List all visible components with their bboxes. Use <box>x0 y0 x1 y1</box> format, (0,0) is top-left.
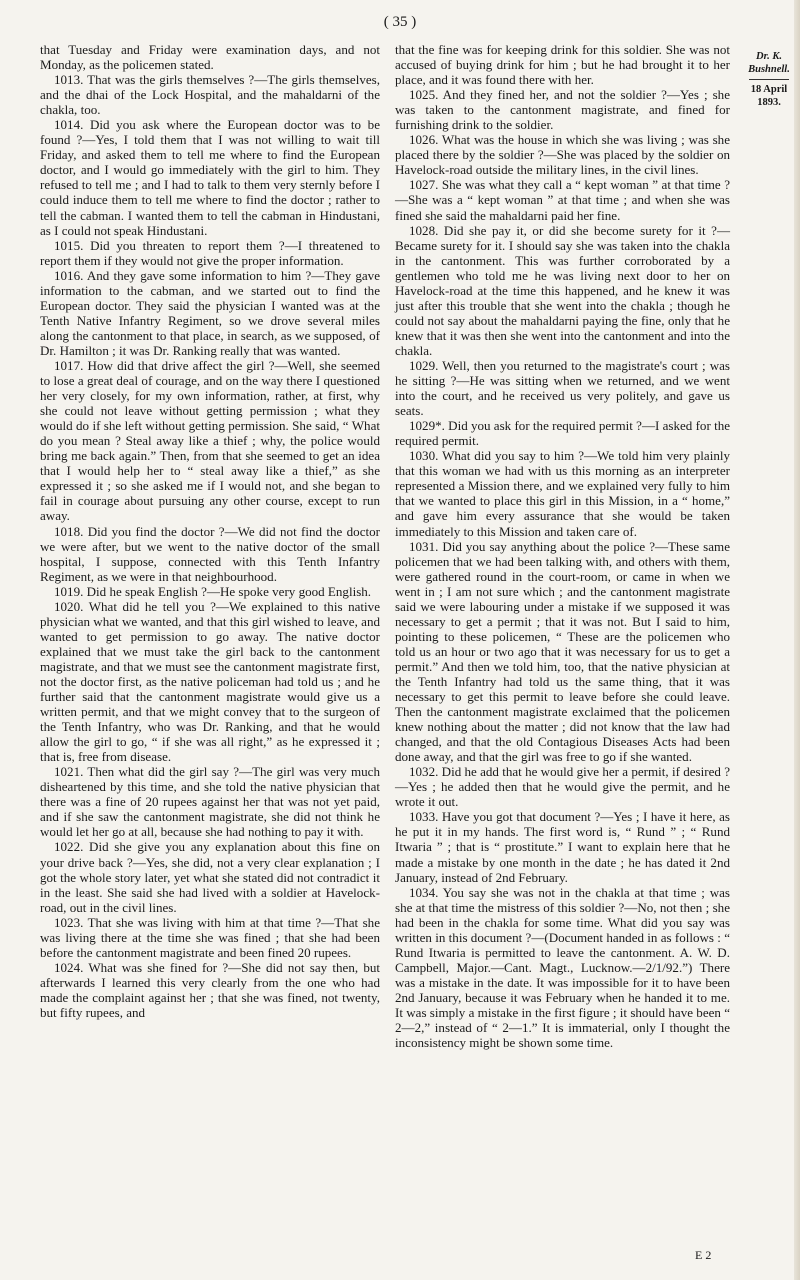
witness-date: 18 April 1893. <box>750 84 788 108</box>
right-column <box>395 42 730 1050</box>
paragraph: 1024. What was she fined for ?—She did not say then, but afterwards I learned this very clearly from the one who had made the complaint against her ; that she was fined, not twenty, but fifty rupees, and <box>40 959 380 1020</box>
page-binding-edge <box>794 0 800 1280</box>
page-number: ( 35 ) <box>383 14 417 30</box>
paragraph: 1016. And they gave some information to him ?—They gave information to the cabman, and we started out to find the European doctor. They said the physician I wanted was at the Tenth Native Infantry Regiment, so we drove several miles along the cantonment to that place, in search, as we supposed, of Dr. Hamilton ; it was Dr. Ranking really that was wanted. <box>40 267 380 358</box>
paragraph: 1013. That was the girls themselves ?—The girls themselves, and the dhai of the Lock Hospital, and the mahaldarni of the chakla, too. <box>40 72 380 118</box>
paragraph: 1014. Did you ask where the European doctor was to be found ?—Yes, I told them that I was not willing to wait till Friday, and asked them to tell me where to find the European doctor, and I would go immediately with the girl to him. They refused to tell me ; and I had to talk to them very sternly before I could induce them to tell me where to find the doctor ; rather to tell the cabman. I wanted them to tell the cabman in Hindustani, as I could not speak Hindustani. <box>40 117 380 238</box>
margin-rule <box>749 79 789 80</box>
paragraph: 1025. And they fined her, and not the soldier ?—Yes ; she was taken to the cantonment magistrate, and fined for furnishing drink to the soldier. <box>395 87 730 133</box>
paragraph: 1029*. Did you ask for the required permit ?—I asked for the required permit. <box>395 418 731 449</box>
paragraph: that the fine was for keeping drink for this soldier. She was not accused of buying drink for him ; but he had brought it to her place, and it was found there with her. <box>395 42 730 88</box>
paragraph: 1026. What was the house in which she was living ; was she placed there by the soldier ?—She was placed by the soldier on Havelock-road outside the military lines, in the civil lines. <box>395 132 730 178</box>
signature-mark: E 2 <box>695 1248 712 1262</box>
paragraph: 1028. Did she pay it, or did she become surety for it ?—Became surety for it. I should say she was taken into the chakla in the cantonment. This was further corroborated by a gentlemen who told me he was living next door to her on Havelock-road at the time this happened, and he knew it was just after this trouble that she went into the chakla ; though he could not say about the mahaldarni paying the fine, only that he knew that it was then she went into the cantonment and into the chakla. <box>395 222 730 358</box>
paragraph: 1029. Well, then you returned to the magistrate's court ; was he sitting ?—He was sitting when we returned, and we went into the court, and he received us very politely, and gave us seats. <box>395 357 730 419</box>
paragraph: 1020. What did he tell you ?—We explained to this native physician what we wanted, and that this girl wished to leave, and wanted to get permission to go away. The native doctor explained that we must take the girl back to the cantonment magistrate, and that we must see the cantonment magistrate first, not the doctor first, as the native policeman had told us ; and he further said that the cantonment magistrate would give us a written permit, and that we might convey that to the surgeon of the Tenth Infantry, who was Dr. Ranking, and that he would allow the girl to go, “ if she was all right,” as he expressed it ; that is, free from disease. <box>40 598 380 765</box>
paragraph: 1019. Did he speak English ?—He spoke very good English. <box>54 583 372 599</box>
paragraph: 1034. You say she was not in the chakla at that time ; was she at that time the mistress of this soldier ?—No, not then ; she had been in the chakla for some time. What did you say was written in this document ?—(Document handed in as follows : “ Rund Itwaria is permitted to leave the cantonment. A. W. D. Campbell, Major.—Cant. Magt., Lucknow.—2/1/92.”) There was a mistake in the date. It was impossible for it to have been 2nd January, because it was February when he handed it to me. It was simply a mistake in the first figure ; it should have been “ 2—2,” instead of “ 2—1.” It is immaterial, only I thought the inconsistency might be shown some time. <box>395 884 730 1051</box>
paragraph: 1022. Did she give you any explanation about this fine on your drive back ?—Yes, she did, not a very clear explanation ; I got the whole story later, yet what she stated did not contradict it in the least. She said she had lived with a soldier at Havelock-road, out in the civil lines. <box>40 839 380 915</box>
margin-note <box>740 50 798 109</box>
left-column <box>40 42 380 1020</box>
paragraph: 1017. How did that drive affect the girl ?—Well, she seemed to lose a great deal of courage, and on the way there I questioned her very closely, for my own information, rather, at first, why she could not leave without getting permission ; what they would do if she left without getting permission. She said, “ What do you mean ? Steal away like a thief ; why, the police would bring me back again.” Then, from that she seemed to get an idea that I would help her to “ steal away like a thief,” as she expressed it ; so she asked me if I would not, and she began to fail in courage about pursuing any other course, except to run away. <box>40 357 380 524</box>
paragraph: 1027. She was what they call a “ kept woman ” at that time ?—She was a “ kept woman ” at that time ; and when she was fined she said the mahaldarni paid her fine. <box>395 177 730 223</box>
paragraph: 1021. Then what did the girl say ?—The girl was very much disheartened by this time, and she told the native physician that there was a fine of 20 rupees against her that was not yet paid, and if she saw the cantonment magistrate, she did not think he would let her go at all, because she had nothing to pay it with. <box>40 764 380 840</box>
paragraph: 1018. Did you find the doctor ?—We did not find the doctor we were after, but we went to the native doctor of the small hospital, I suppose, connected with this Tenth Infantry Regiment, as we were in that neighbourhood. <box>40 523 380 584</box>
paragraph: 1032. Did he add that he would give her a permit, if desired ?—Yes ; he added then that he would give the permit, and he wrote it out. <box>395 764 730 810</box>
paragraph: 1023. That she was living with him at that time ?—That she was living there at the time she was fined ; that she had been before the cantonment magistrate and been fined 20 rupees. <box>40 914 380 960</box>
paragraph: 1033. Have you got that document ?—Yes ; I have it here, as he put it in my hands. The first word is, “ Rund ” ; “ Rund Itwaria ” ; that is “ prostitute.” I want to explain here that he made a mistake by one month in the date ; he has dated it 2nd January, instead of 2nd February. <box>395 809 730 885</box>
paragraph: 1030. What did you say to him ?—We told him very plainly that this woman we had with us this morning as an interpreter represented a Mission there, and we explained very fully to him that we wanted to place this girl in this Mission, in a “ home,” and gave him every assurance that she would be taken immediately to this Mission and taken care of. <box>395 448 730 539</box>
paragraph: 1031. Did you say anything about the police ?—These same policemen that we had been talking with, and others with them, were gathered round in the court-room, or came in when we went in ; I am not sure which ; and the cantonment magistrate said we were labouring under a mistake if we supposed it was necessary to get a permit ; that it was not. But I said to him, pointing to these policemen, “ These are the policemen who told us an hour or two ago that it was necessary for us to get a permit.” And then we told him, too, that the native physician at the Tenth Infantry had told us the same thing, that it was necessary to get this permit to leave before she could leave. Then the cantonment magistrate exclaimed that the policemen knew nothing about the matter ; did not know that the law had changed, and that the old Contagious Diseases Acts had been done away, and that the girl was free to go if she wanted. <box>395 538 730 765</box>
paragraph: 1015. Did you threaten to report them ?—I threatened to report them if they would not give the proper information. <box>40 237 380 268</box>
paragraph: that Tuesday and Friday were examination days, and not Monday, as the policemen stated. <box>40 42 380 73</box>
witness-name: Dr. K. Bushnell. <box>748 51 790 75</box>
